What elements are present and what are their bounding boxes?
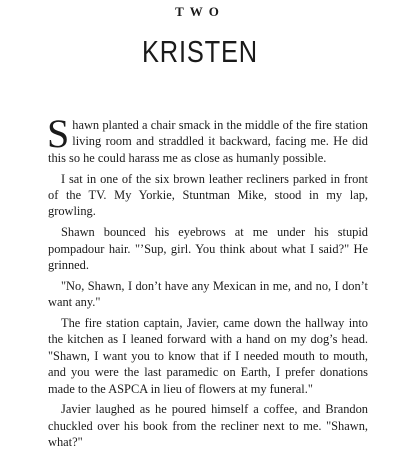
paragraph: Javier laughed as he poured himself a coffee, and Brandon chuckled over his book from the recliner next to me. "Shawn, what?" xyxy=(48,402,368,450)
chapter-title: KRISTEN xyxy=(142,34,258,69)
paragraph: I sat in one of the six brown leather recliners parked in front of the TV. My Yorkie, Stuntman Mike, stood in my lap, growling. xyxy=(48,171,368,219)
chapter-number: TWO xyxy=(175,4,225,19)
drop-cap: S xyxy=(47,111,70,156)
chapter-body xyxy=(47,111,368,455)
paragraph: "No, Shawn, I don’t have any Mexican in me, and no, I don’t want any." xyxy=(48,278,368,310)
paragraph-text: hawn planted a chair smack in the middle of the fire station living room and straddled it backward, facing me. He did this so he could harass me as close as humanly possible. xyxy=(48,118,368,165)
paragraph: The fire station captain, Javier, came down the hallway into the kitchen as I leaned forward with a hand on my dog’s head. "Shawn, I want you to know that if I needed mouth to mouth, and you were the last paramedic on Earth, I prefer donations made to the ASPCA in lieu of flowers at my funeral." xyxy=(48,316,368,396)
paragraph xyxy=(47,111,368,166)
paragraph: Shawn bounced his eyebrows at me under his stupid pompadour hair. "’Sup, girl. You think about what I said?" He grinned. xyxy=(48,225,368,273)
